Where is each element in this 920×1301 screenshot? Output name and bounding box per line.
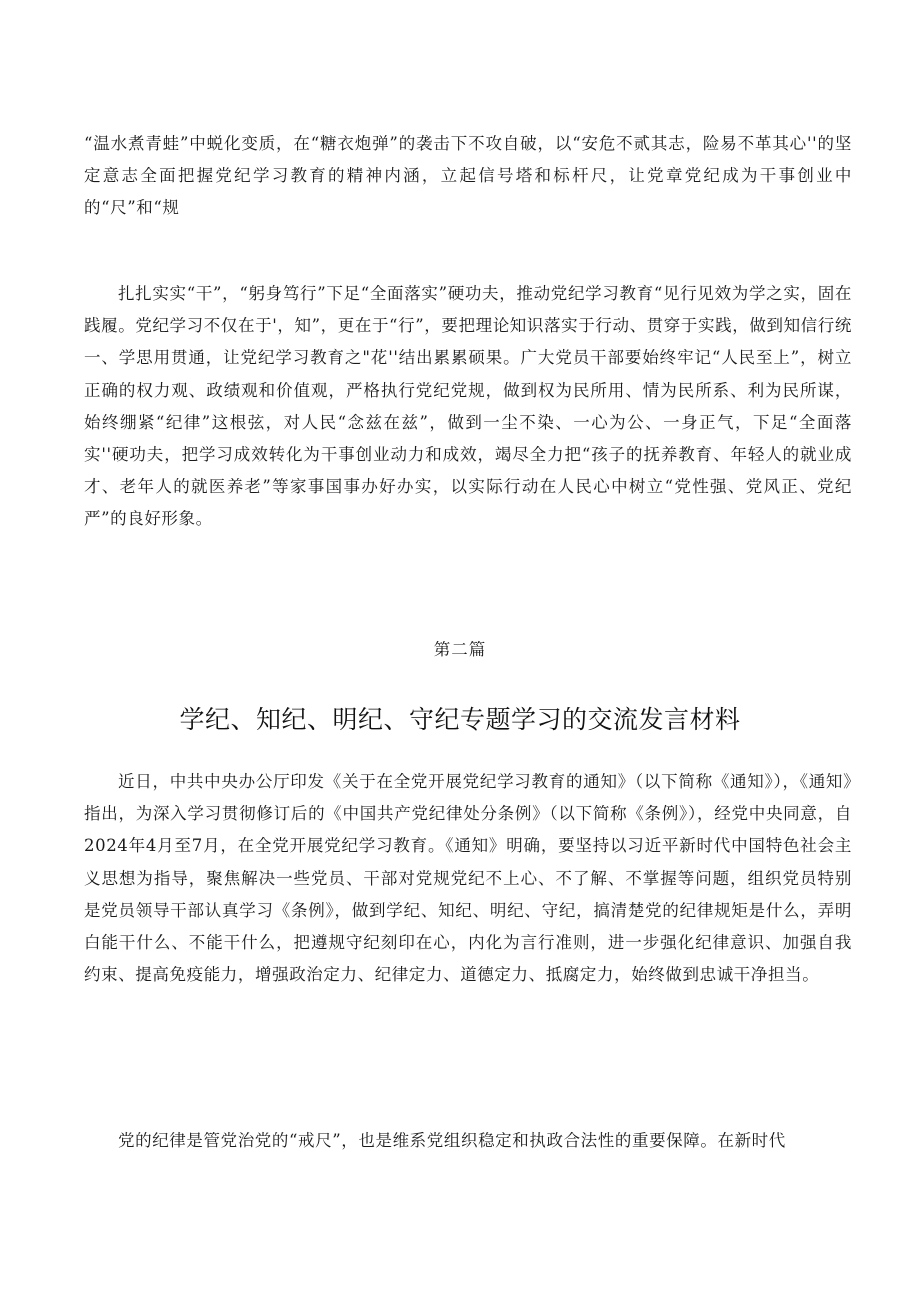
document-title: 学纪、知纪、明纪、守纪专题学习的交流发言材料: [179, 705, 741, 734]
section-label: 第二篇: [433, 640, 487, 659]
paragraph-continuation: “温水煮青蛙”中蜕化变质，在“糖衣炮弹”的袭击下不攻自破，以“安危不贰其志，险易不革其心''的坚定意志全面把握党纪学习教育的精神内涵，立起信号塔和标杆尺，让党章党纪成为干事创业中的“尺”和“规: [84, 134, 852, 218]
paragraph-discipline: 党的纪律是管党治党的“戒尺”，也是维系党组织稳定和执政合法性的重要保障。在新时代: [118, 1131, 786, 1150]
paragraph-practice: 扎扎实实“干”，“躬身笃行”下足“全面落实”硬功夫，推动党纪学习教育“见行见效为学之实，固在践履。党纪学习不仅在于'，知”，更在于“行”，要把理论知识落实于行动、贯穿于实践，做到知信行统一、学思用贯通，让党纪学习教育之"花''结出累累硕果。广大党员干部要始终牢记“人民至上”，树立正确的权力观、政绩观和价值观，严格执行党纪党规，做到权为民所用、情为民所系、利为民所谋，始终绷紧“纪律”这根弦，对人民“念兹在兹”，做到一尘不染、一心为公、一身正气，下足“全面落实''硬功夫，把学习成效转化为干事创业动力和成效，竭尽全力把“孩子的抚养教育、年轻人的就业成才、老年人的就医养老”等家事国事办好办实，以实际行动在人民心中树立“党性强、党风正、党纪严”的良好形象。: [84, 284, 852, 529]
paragraph-notice: 近日，中共中央办公厅印发《关于在全党开展党纪学习教育的通知》（以下简称《通知》），《通知》指出，为深入学习贯彻修订后的《中国共产党纪律处分条例》（以下简称《条例》），经党中央同意，自2024年4月至7月，在全党开展党纪学习教育。《通知》明确，要坚持以习近平新时代中国特色社会主义思想为指导，聚焦解决一些党员、干部对党规党纪不上心、不了解、不掌握等问题，组织党员特别是党员领导干部认真学习《条例》，做到学纪、知纪、明纪、守纪，搞清楚党的纪律规矩是什么，弄明白能干什么、不能干什么，把遵规守纪刻印在心，内化为言行准则，进一步强化纪律意识、加强自我约束、提高免疫能力，增强政治定力、纪律定力、道德定力、抵腐定力，始终做到忠诚干净担当。: [84, 772, 852, 985]
